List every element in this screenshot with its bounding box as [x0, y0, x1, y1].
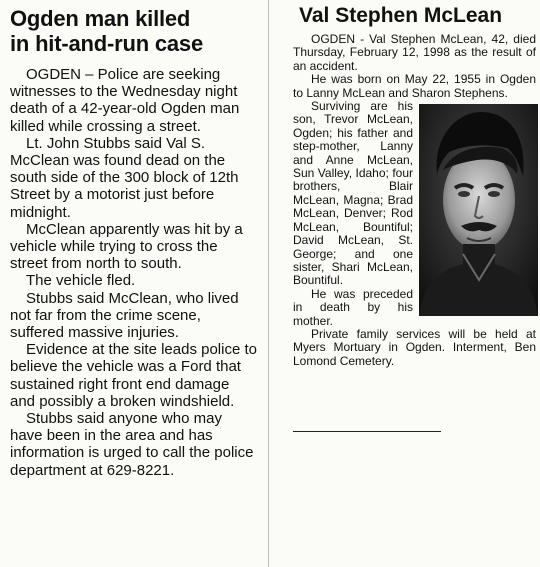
underline-rule — [293, 431, 441, 432]
obituary-paragraph: He was preceded in death by his mother. — [293, 286, 413, 328]
obituary-paragraph: OGDEN - Val Stephen McLean, 42, died Thursday, February 12, 1998 as the result of an accident. — [293, 32, 536, 73]
portrait-photo-icon — [419, 104, 538, 316]
obituary-paragraph: Private family services will be held at Myers Mortuary in Ogden. Interment, Ben Lomond Cemetery. — [293, 326, 536, 368]
article-paragraph: Stubbs said anyone who may have been in the area and has information is urged to call the police department at 629-8221. — [10, 410, 254, 479]
article-body — [10, 66, 258, 479]
headline-line-2: in hit-and-run case — [10, 31, 203, 56]
article-paragraph: The vehicle fled. — [26, 272, 136, 290]
obituary-paragraph: Surviving are his son, Trevor McLean, Ogden; his father and step-mother, Lanny and Anne McLean, Sun Valley, Idaho; four brothers, Blair McLean, Magna; Brad McLean, Denver; Rod McLean, Bountiful; David McLean, St. George; and one sister, Shari McLean, Bountiful. — [293, 99, 413, 288]
article-paragraph: Lt. John Stubbs said Val S. McClean was found dead on the south side of the 300 block of 12th Street by a motorist just before midnight. — [10, 134, 239, 221]
hit-and-run-article — [10, 6, 258, 479]
article-paragraph: Evidence at the site leads police to believe the vehicle was a Ford that sustained right front end damage and possibly a broken windshield. — [10, 341, 257, 410]
column-divider — [268, 0, 269, 567]
article-paragraph: McClean apparently was hit by a vehicle while trying to cross the street from north to south. — [10, 220, 243, 273]
obituary — [293, 3, 536, 368]
headline-line-1: Ogden man killed — [10, 6, 191, 31]
obituary-paragraph: He was born on May 22, 1955 in Ogden to Lanny McLean and Sharon Stephens. — [293, 72, 536, 100]
article-headline — [10, 6, 258, 56]
obituary-title: Val Stephen McLean — [299, 4, 503, 27]
obituary-body — [293, 33, 536, 368]
article-paragraph: OGDEN – Police are seeking witnesses to the Wednesday night death of a 42-year-old Ogden man killed while crossing a street. — [10, 66, 240, 135]
article-paragraph: Stubbs said McClean, who lived not far from the crime scene, suffered massive injuries. — [10, 289, 239, 342]
